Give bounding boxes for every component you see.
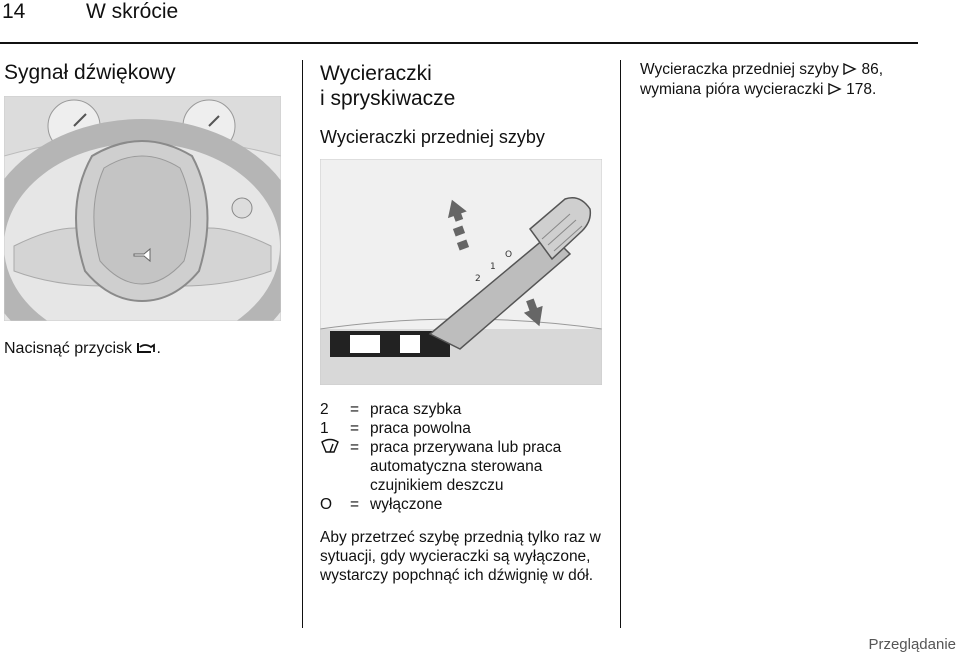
steering-wheel-illustration <box>4 96 281 321</box>
wipers-heading-line1: Wycieraczki <box>320 62 432 85</box>
legend-text: wyłączone <box>370 496 443 513</box>
reference-page: 178. <box>846 81 877 98</box>
single-wipe-instructions: Aby przetrzeć szybę przednią tylko raz w sytuacji, gdy wycieraczki są wyłączone, wystarczy popchnąć ich dźwignię w dół. <box>320 529 601 584</box>
reference-page: 86, <box>861 61 884 78</box>
svg-text:O: O <box>505 250 513 260</box>
page-reference-icon <box>828 81 842 93</box>
wipers-subheading: Wycieraczki przedniej szyby <box>320 127 545 147</box>
legend-symbol: 2 <box>320 401 329 418</box>
column-separator <box>620 60 621 628</box>
reference-blade[interactable] <box>640 80 940 100</box>
reference-text: Wycieraczka przedniej szyby <box>640 61 839 78</box>
column-separator <box>302 60 303 628</box>
horn-caption-text: Nacisnąć przycisk <box>4 340 133 357</box>
horn-caption <box>4 340 161 358</box>
legend-symbol: 1 <box>320 420 329 437</box>
page-number: 14 <box>2 0 26 23</box>
legend-equals: = <box>350 420 360 437</box>
legend-row-off <box>320 495 610 514</box>
header-rule <box>0 42 918 44</box>
legend-equals: = <box>350 401 360 418</box>
wiper-lever-illustration <box>320 159 602 385</box>
cross-references <box>640 60 940 100</box>
wiper-legend <box>320 400 610 514</box>
legend-row-intermittent <box>320 438 610 495</box>
reference-wiper[interactable] <box>640 60 940 80</box>
horn-heading: Sygnał dźwiękowy <box>4 61 176 84</box>
legend-row-fast <box>320 400 610 419</box>
wipers-heading-line2: i spryskiwacze <box>320 87 456 110</box>
legend-text: praca powolna <box>370 420 471 437</box>
legend-equals: = <box>350 496 360 513</box>
horn-caption-end: . <box>156 340 161 357</box>
legend-row-slow <box>320 419 610 438</box>
legend-text: praca szybka <box>370 401 462 418</box>
browse-link[interactable]: Przeglądanie <box>868 636 956 653</box>
reference-text: wymiana pióra wycieraczki <box>640 81 824 98</box>
page-reference-icon <box>843 61 857 73</box>
legend-symbol: O <box>320 496 333 513</box>
legend-text: praca przerywana lub praca automatyczna sterowana czujnikiem deszczu <box>370 439 562 494</box>
section-title: W skrócie <box>86 0 179 23</box>
legend-equals: = <box>350 439 360 456</box>
horn-icon <box>136 341 156 355</box>
svg-text:1: 1 <box>490 262 496 272</box>
intermittent-wiper-icon <box>320 438 350 495</box>
wipers-heading <box>320 61 455 111</box>
svg-text:2: 2 <box>475 274 481 284</box>
